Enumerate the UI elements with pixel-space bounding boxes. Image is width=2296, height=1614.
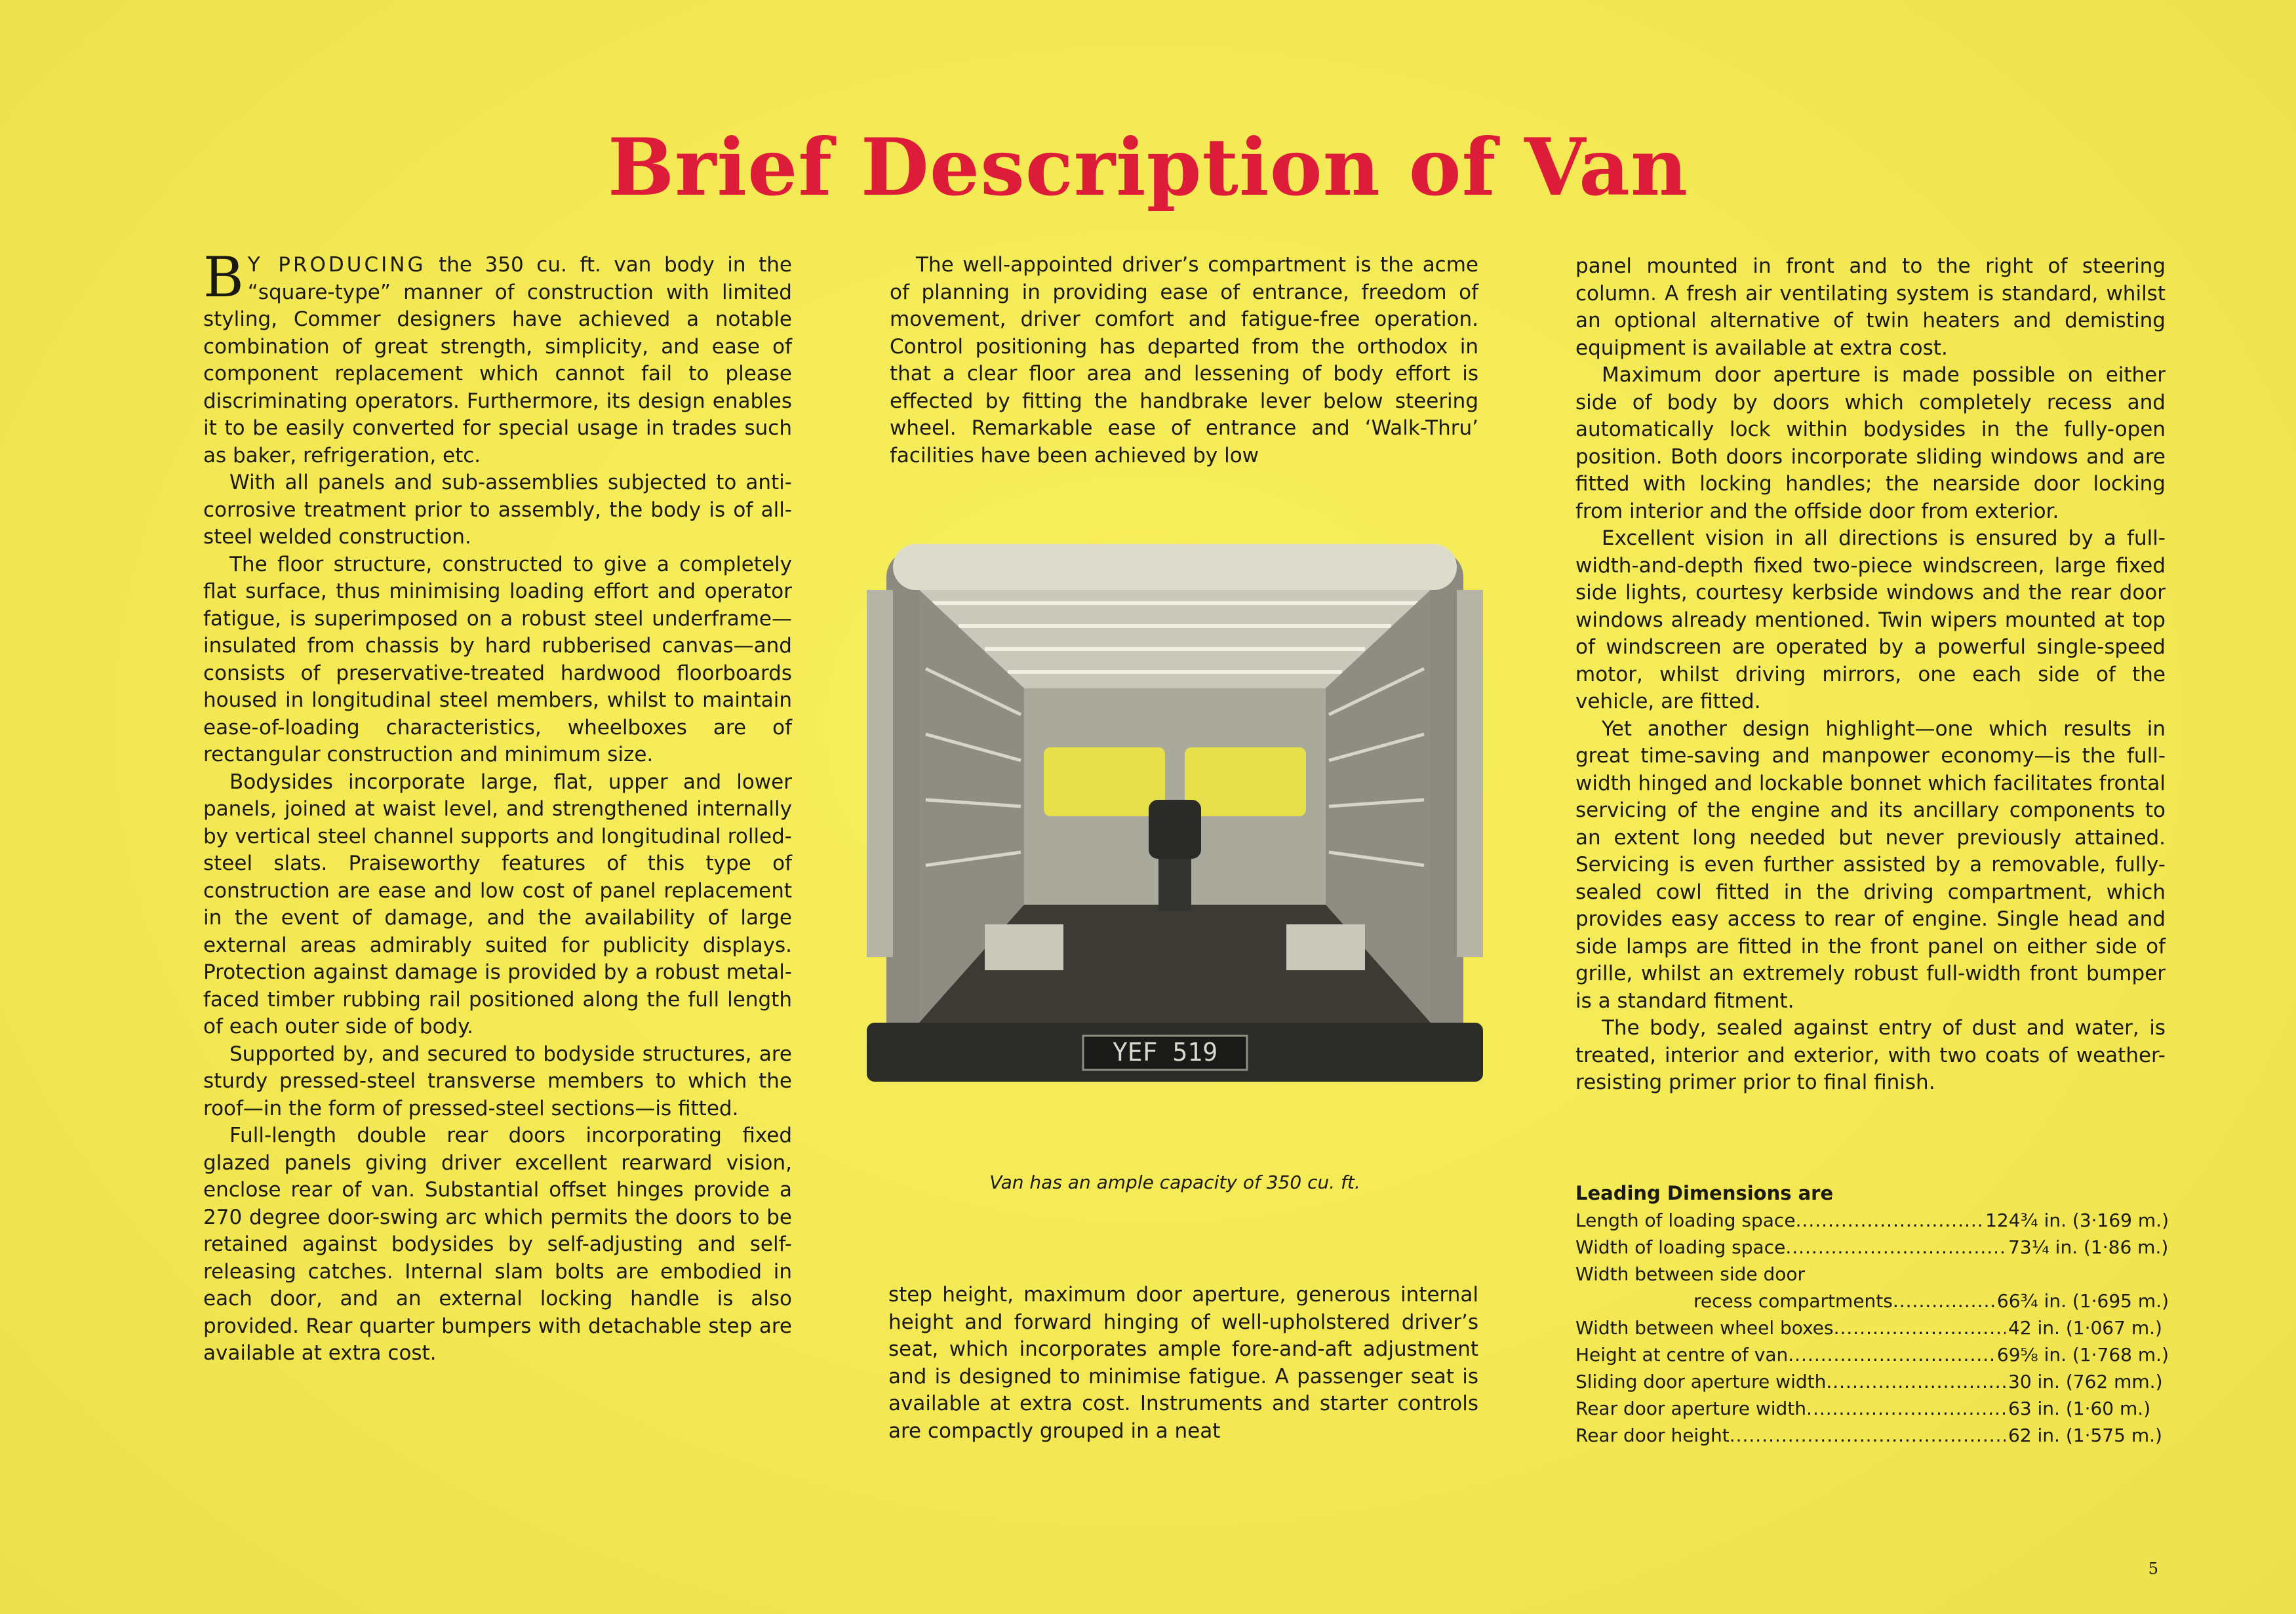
dimension-value: 42 in. (1·067 m.) [2008, 1317, 2162, 1339]
page-number: 5 [2148, 1560, 2158, 1578]
dimension-row [1575, 1207, 2169, 1234]
paragraph: step height, maximum door aperture, generous internal height and forward hinging of well-upholstered driver’s seat, which incorporates ample fore-and-aft adjustment and is designed to minimise fatigue. A passenger seat is available at extra cost. Instruments and starter controls are compactly grouped in a neat [888, 1283, 1478, 1443]
dimension-row [1575, 1314, 2169, 1341]
dimension-value: 63 in. (1·60 m.) [2008, 1398, 2151, 1419]
paragraph-text: the 350 cu. ft. van body in the “square-type” manner of construction with limited styling, Commer designers have achieved a notable combination of great strength, simplicity, and ease of component replacement which cannot fail to please discriminating operators. Furthermore, its design enables it to be easily converted for special usage in trades such as baker, refrigeration, etc. [203, 253, 793, 467]
dimension-value: 30 in. (762 mm.) [2008, 1371, 2163, 1392]
dimension-row [1575, 1261, 2169, 1288]
dimension-value: 69⅝ in. (1·768 m.) [1996, 1344, 2169, 1366]
text-column-right [1575, 253, 2166, 1097]
paragraph: Supported by, and secured to bodyside structures, are sturdy pressed-steel transverse members to which the roof—in the form of pressed-steel sections—is fitted. [203, 1042, 792, 1120]
dimensions-table [1575, 1180, 2169, 1449]
dimension-row [1575, 1395, 2169, 1422]
van-interior-photo [867, 538, 1483, 1141]
paragraph: Excellent vision in all directions is ensured by a full-width-and-depth fixed two-piece windscreen, large fixed side lights, courtesy kerbside windows and the rear door windows already mentioned. Twin wipers mounted at top of windscreen are operated by a powerful single-speed motor, whilst driving mirrors, one each side of the vehicle, are fitted. [1575, 526, 2166, 713]
dimension-value: 73¼ in. (1·86 m.) [2008, 1236, 2169, 1258]
paragraph: With all panels and sub-assemblies subjected to anti-corrosive treatment prior to assembly, the body is of all-steel welded construction. [203, 471, 792, 549]
dimension-label: Height at centre of van [1575, 1344, 1789, 1366]
paragraph: Yet another design highlight—one which results in great time-saving and manpower economy—is the full-width hinged and lockable bonnet which facilitates frontal servicing of the engine and its ancillary components to an extent long needed but never previously attained. Servicing is even further assisted by a removable, fully-sealed cowl fitted in the driving compartment, which provides easy access to rear of engine. Single head and side lamps are fitted in the front panel on either side of grille, whilst an extremely robust full-width front bumper is a standard fitment. [1575, 717, 2166, 1013]
dimension-label: Width of loading space [1575, 1236, 1786, 1258]
paragraph: The body, sealed against entry of dust and water, is treated, interior and exterior, with two coats of weather-resisting primer prior to final finish. [1575, 1016, 2166, 1094]
paragraph: The well-appointed driver’s compartment is the acme of planning in providing ease of entrance, freedom of movement, driver comfort and fatigue-free operation. Control positioning has departed from the orthodox in that a clear floor area and lessening of body effort is effected by fitting the handbrake lever below steering wheel. Remarkable ease of entrance and ‘Walk-Thru’ facilities have been achieved by low [890, 253, 1478, 467]
dimension-row [1575, 1341, 2169, 1368]
dimension-label: Width between side door [1575, 1263, 1806, 1285]
paragraph: Bodysides incorporate large, flat, upper and lower panels, joined at waist level, and strengthened internally by vertical steel channel supports and longitudinal rolled-steel slats. Praiseworthy features of this type of construction are ease and low cost of panel replacement in the event of damage, and the availability of large external areas admirably suited for publicity displays. Protection against damage is provided by a robust metal-faced timber rubbing rail positioned along the full length of each outer side of body. [203, 770, 792, 1038]
dimension-row [1575, 1422, 2169, 1449]
paragraph: The floor structure, constructed to give a completely flat surface, thus minimising loading effort and operator fatigue, is superimposed on a robust steel underframe—insulated from chassis by hard rubberised canvas—and consists of preservative-treated hardwood floorboards housed in longitudinal steel members, whilst to maintain ease-of-loading characteristics, wheelboxes are of rectangular construction and minimum size. [203, 552, 792, 766]
dimensions-heading: Leading Dimensions are [1575, 1182, 1834, 1204]
paragraph: Maximum door aperture is made possible on either side of body by doors which completely recess and automatically lock within bodysides in the fully-open position. Both doors incorporate sliding windows and are fitted with locking handles; the nearside door locking from interior and the offside door from exterior. [1575, 363, 2166, 523]
text-column-left [203, 245, 793, 1368]
text-column-middle-top [890, 252, 1478, 469]
dimension-label: Length of loading space [1575, 1210, 1796, 1231]
paragraph: panel mounted in front and to the right of steering column. A fresh air ventilating system is standard, whilst an optional alternative of twin heaters and demisting equipment is available at extra cost. [1575, 254, 2166, 360]
page-title: Brief Description of Van [607, 121, 1689, 214]
dimension-row [1575, 1234, 2169, 1261]
dimension-label: Sliding door aperture width [1575, 1371, 1827, 1392]
paragraph [203, 245, 793, 469]
dimension-value: 124¾ in. (3·169 m.) [1985, 1210, 2169, 1231]
drop-cap: B [203, 245, 244, 309]
lead-in: Y PRODUCING [247, 253, 426, 277]
dimension-label: recess compartments [1693, 1290, 1893, 1312]
paragraph: Full-length double rear doors incorporating fixed glazed panels giving driver excellent rearward vision, enclose rear of van. Substantial offset hinges provide a 270 degree door-swing arc which permits the doors to be retained against bodysides by self-adjusting and self-releasing catches. Internal slam bolts are embodied in each door, and an external locking handle is also provided. Rear quarter bumpers with detachable step are available at extra cost. [203, 1124, 792, 1365]
dimension-row [1575, 1368, 2169, 1395]
text-column-middle-bottom [888, 1282, 1478, 1445]
dimension-label: Rear door height [1575, 1425, 1730, 1446]
dimension-value: 66¾ in. (1·695 m.) [1996, 1290, 2169, 1312]
photo-caption: Van has an ample capacity of 350 cu. ft. [989, 1171, 1360, 1193]
number-plate: YEF 519 [1112, 1038, 1218, 1067]
dimension-label: Width between wheel boxes [1575, 1317, 1834, 1339]
dimension-value: 62 in. (1·575 m.) [2008, 1425, 2162, 1446]
dimension-row [1575, 1288, 2169, 1314]
dimension-label: Rear door aperture width [1575, 1398, 1807, 1419]
